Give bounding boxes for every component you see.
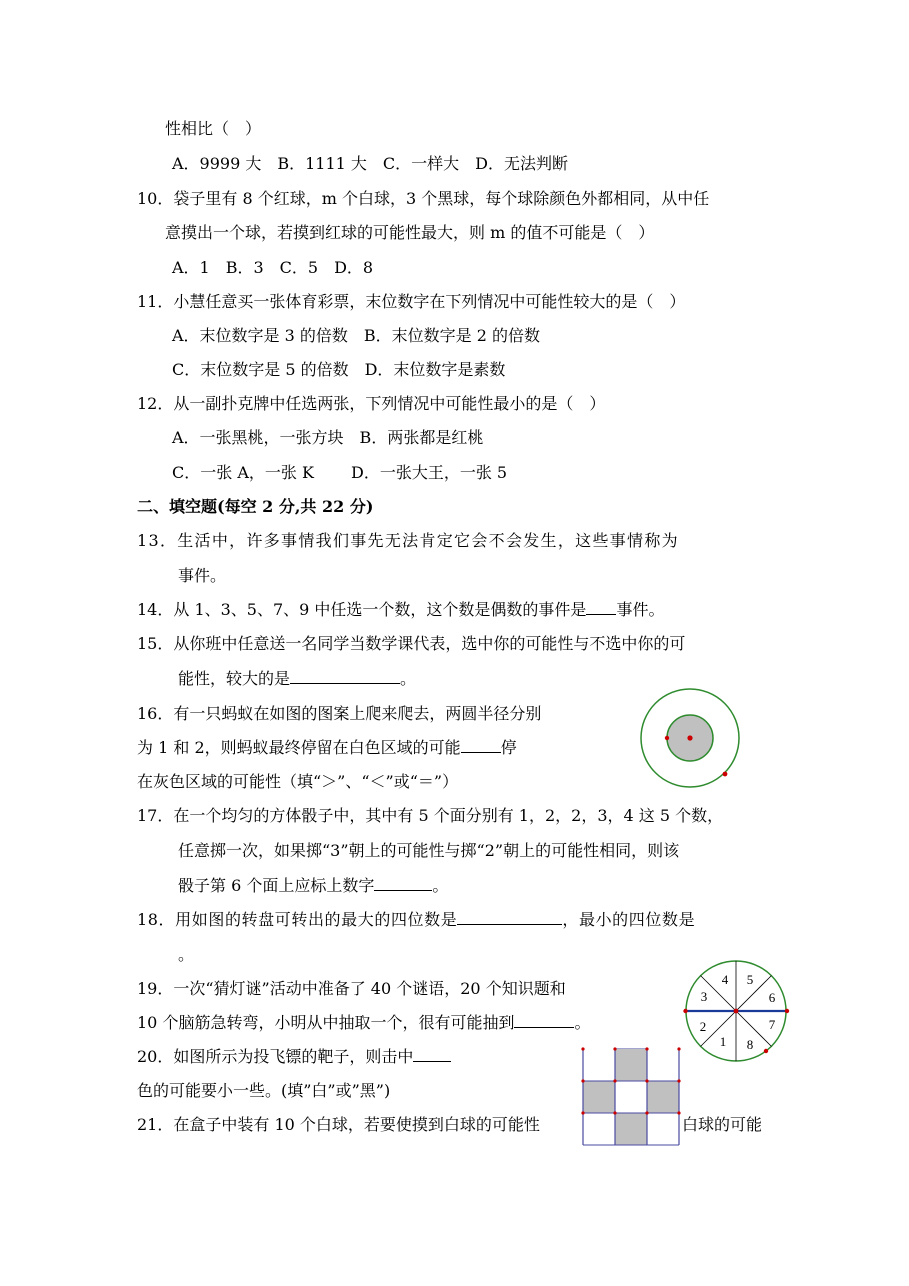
q13-tail: 事件。 [178, 566, 227, 585]
q18-blank-max[interactable] [457, 910, 562, 925]
spinner-number-4: 4 [721, 972, 729, 987]
q21-stem-right: 白球的可能 [682, 1115, 763, 1134]
spinner-number-7: 7 [768, 1017, 776, 1032]
q21-stem-left: 21．在盒子中装有 10 个白球，若要使摸到白球的可能性 [137, 1115, 540, 1134]
q17-tail: 。 [432, 876, 449, 895]
q11-stem: 11．小慧任意买一张体育彩票，末位数字在下列情况中可能性较大的是（ ） [137, 292, 686, 311]
q20-line2: 色的可能要小一些。(填”白”或”黑”) [137, 1081, 391, 1100]
q10-options: A．1 B．3 C．5 D．8 [172, 258, 374, 277]
spinner-number-3: 3 [700, 989, 708, 1004]
spinner-figure [684, 960, 790, 1062]
q14-tail: 事件。 [616, 600, 665, 619]
q15-blank[interactable] [290, 669, 400, 684]
concentric-circles-figure [639, 687, 741, 789]
q15-text: 能性，较大的是 [178, 669, 291, 688]
q12-options-ab: A．一张黑桃，一张方块 B．两张都是红桃 [172, 428, 484, 447]
q13-stem: 13．生活中，许多事情我们事先无法肯定它会不会发生，这些事情称为 [137, 531, 679, 550]
q18-text: 18．用如图的转盘可转出的最大的四位数是 [137, 910, 458, 929]
q17-line2: 任意掷一次，如果掷“3”朝上的可能性与掷“2”朝上的可能性相同，则该 [178, 841, 680, 860]
q19-stem: 19．一次“猜灯谜”活动中准备了 40 个谜语，20 个知识题和 [137, 979, 566, 998]
q17-text: 骰子第 6 个面上应标上数字 [178, 876, 375, 895]
spinner-number-8: 8 [746, 1037, 754, 1052]
q16-blank[interactable] [461, 738, 501, 753]
q17-blank[interactable] [374, 876, 432, 891]
spinner-number-1: 1 [719, 1034, 727, 1049]
inner-edge-dot [665, 736, 669, 740]
q9-stem-tail: 性相比（ ） [165, 119, 262, 138]
q15-stem: 15．从你班中任意送一名同学当数学课代表，选中你的可能性与不选中你的可 [137, 634, 686, 653]
q10-stem-1: 10．袋子里有 8 个红球，m 个白球，3 个黑球，每个球除颜色外都相同，从中任 [137, 189, 710, 208]
q11-options-ab: A．末位数字是 3 的倍数 B．末位数字是 2 的倍数 [172, 326, 541, 345]
q16-stem: 16．有一只蚂蚁在如图的图案上爬来爬去，两圆半径分别 [137, 704, 542, 723]
q14-text: 14．从 1、3、5、7、9 中任选一个数，这个数是偶数的事件是 [137, 600, 587, 619]
q19-text: 10 个脑筋急转弯，小明从中抽取一个，很有可能抽到 [137, 1013, 515, 1032]
q17-stem: 17．在一个均匀的方体骰子中，其中有 5 个面分别有 1，2，2，3，4 这 5 个数， [137, 806, 724, 825]
q18-text2: ，最小的四位数是 [562, 910, 696, 929]
spinner-number-5: 5 [746, 972, 754, 987]
section-heading: 二、填空题(每空 2 分,共 22 分) [137, 497, 374, 516]
q15-tail: 。 [400, 669, 417, 688]
q15-line2 [178, 668, 416, 690]
q14-blank[interactable] [586, 600, 616, 615]
q18-tail: 。 [178, 945, 195, 964]
q16-line3: 在灰色区域的可能性（填“＞”、“＜”或“＝”） [137, 772, 459, 791]
dart-board-figure [582, 1048, 682, 1146]
q19-tail: 。 [574, 1013, 591, 1032]
q16-text: 为 1 和 2，则蚂蚁最终停留在白色区域的可能 [137, 738, 461, 757]
q16-tail: 停 [500, 738, 517, 757]
q14-line [137, 599, 664, 621]
q12-options-cd: C．一张 A，一张 K D．一张大王，一张 5 [172, 463, 508, 482]
q18-stem [137, 909, 695, 931]
q12-stem: 12．从一副扑克牌中任选两张，下列情况中可能性最小的是（ ） [137, 394, 606, 413]
q9-options: A．9999 大 B．1111 大 C．一样大 D．无法判断 [172, 154, 568, 173]
outer-edge-dot [723, 772, 728, 777]
q20-blank[interactable] [413, 1047, 451, 1062]
q19-line2 [137, 1012, 590, 1034]
q20-text: 20．如图所示为投飞镖的靶子，则击中 [137, 1047, 414, 1066]
spinner-number-6: 6 [768, 990, 776, 1005]
q10-stem-2: 意摸出一个球，若摸到红球的可能性最大，则 m 的值不可能是（ ） [165, 223, 655, 242]
q19-blank[interactable] [514, 1013, 574, 1028]
q20-stem [137, 1046, 451, 1068]
spinner-number-2: 2 [699, 1019, 707, 1034]
center-dot [687, 735, 692, 740]
q16-line2 [137, 737, 517, 759]
q17-line3 [178, 875, 448, 897]
q11-options-cd: C．末位数字是 5 的倍数 D．末位数字是素数 [172, 360, 506, 379]
spinner-center-dot [734, 1009, 739, 1014]
